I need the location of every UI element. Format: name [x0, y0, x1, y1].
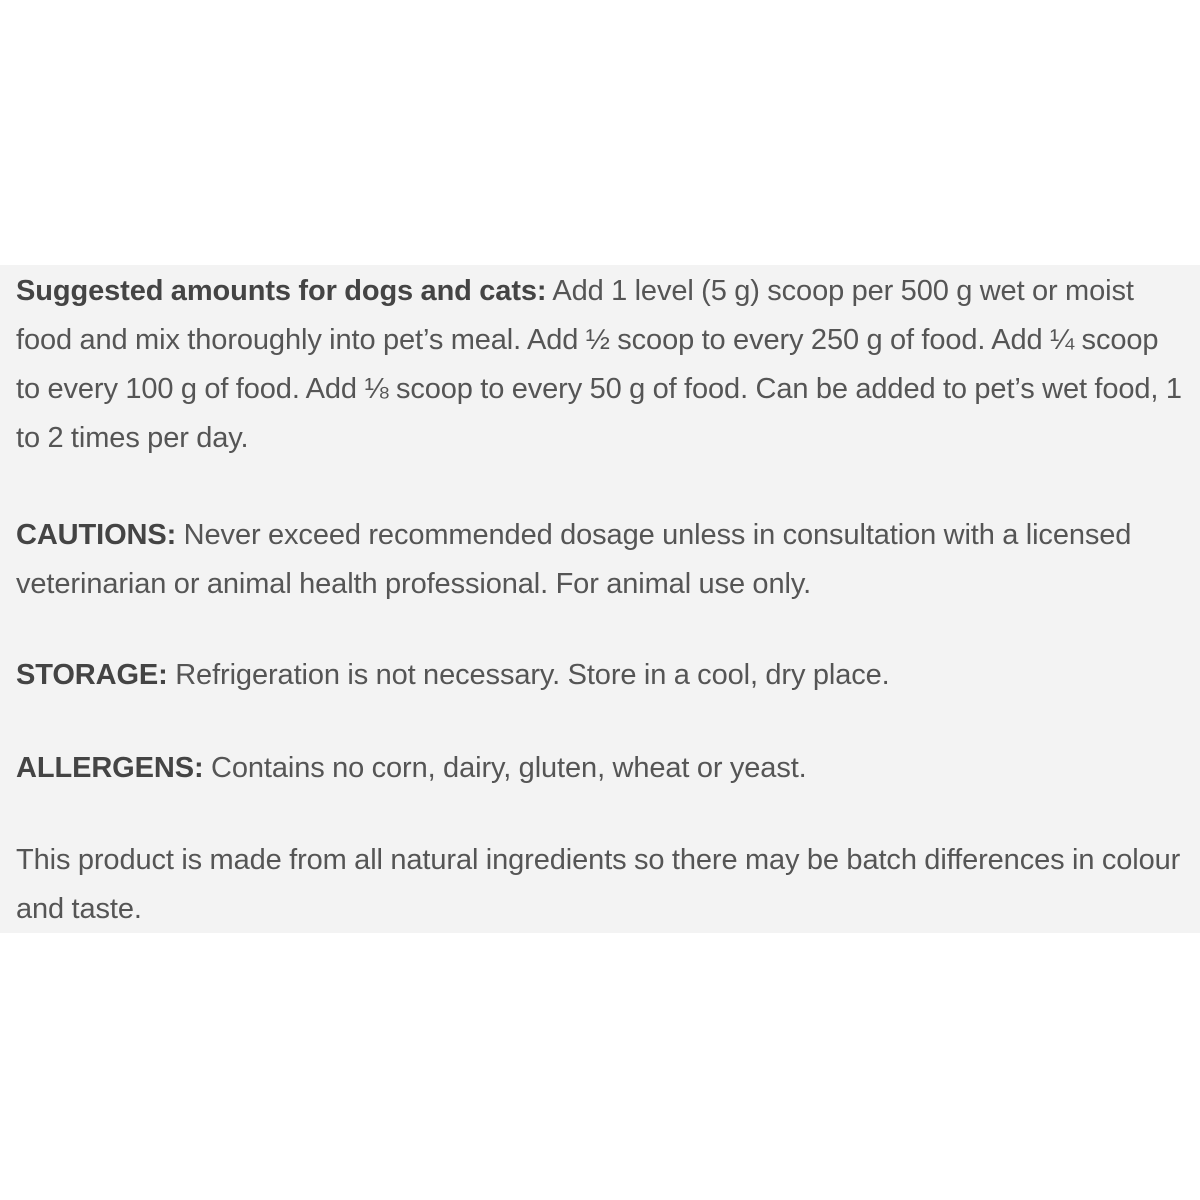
storage-text: Refrigeration is not necessary. Store in a cool, dry place. [175, 659, 890, 691]
suggested-amounts-paragraph [16, 267, 1188, 463]
natural-ingredients-text: This product is made from all natural ingredients so there may be batch differences in colour and taste. [16, 844, 1181, 925]
cautions-text: Never exceed recommended dosage unless in consultation with a licensed veterinarian or animal health professional. For animal use only. [16, 519, 1132, 600]
suggested-amounts-text: Add 1 level (5 g) scoop per 500 g wet or moist food and mix thoroughly into pet’s meal. Add ½ scoop to every 250 g of food. Add ¼ scoop to every 100 g of food. Add ⅛ scoop to every 50 g of food. Can be added to pet’s wet food, 1 to 2 times per day. [16, 275, 1182, 454]
allergens-text: Contains no corn, dairy, gluten, wheat or yeast. [210, 752, 807, 784]
storage-paragraph [16, 651, 1188, 700]
allergens-paragraph [16, 744, 1188, 793]
allergens-heading: ALLERGENS: [16, 752, 204, 784]
cautions-heading: CAUTIONS: [16, 519, 177, 551]
suggested-amounts-heading: Suggested amounts for dogs and cats: [16, 275, 547, 307]
cautions-paragraph [16, 511, 1188, 609]
storage-heading: STORAGE: [16, 659, 168, 691]
natural-ingredients-note [16, 836, 1188, 934]
product-info-panel [0, 265, 1200, 933]
